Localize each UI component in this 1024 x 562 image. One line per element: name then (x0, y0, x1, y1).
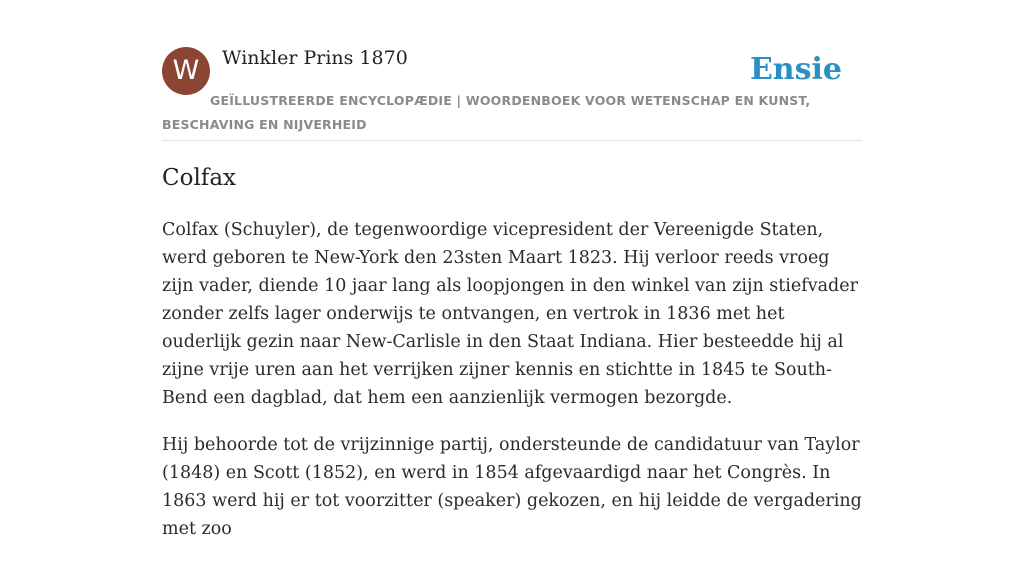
ensie-logo[interactable]: Ensie (749, 52, 842, 87)
source-title-link[interactable]: Winkler Prins 1870 (222, 47, 408, 69)
header (162, 0, 862, 141)
article-body (162, 216, 862, 562)
article-title: Colfax (162, 165, 236, 191)
article-paragraph: Hij behoorde tot de vrijzinnige partij, ondersteunde de candidatuur van Taylor (1848) en Scott (1852), en werd in 1854 afgevaardigd naar het Congrès. In 1863 werd hij er tot voorzitter (speaker) gekozen, en hij leidde de vergadering met zoo (162, 435, 862, 539)
article-paragraph: Colfax (Schuyler), de tegenwoordige vicepresident der Vereenigde Staten, werd geboren te New-York den 23sten Maart 1823. Hij verloor reeds vroeg zijn vader, diende 10 jaar lang als loopjongen in den winkel van zijn stiefvader zonder zelfs lager onderwijs te ontvangen, en vertrok in 1836 met het ouderlijk gezin naar New-Carlisle in den Staat Indiana. Hier besteedde hij al zijne vrije uren aan het verrijken zijner kennis en stichtte in 1845 te South-Bend een dagblad, dat hem een aanzienlijk vermogen bezorgde. (162, 220, 858, 408)
source-subtitle: GEÏLLUSTREERDE ENCYCLOPÆDIE | WOORDENBOEK VOOR WETENSCHAP EN KUNST, BESCHAVING EN NIJVERHEID (162, 93, 811, 132)
page (162, 0, 862, 539)
avatar[interactable]: W (162, 47, 210, 95)
